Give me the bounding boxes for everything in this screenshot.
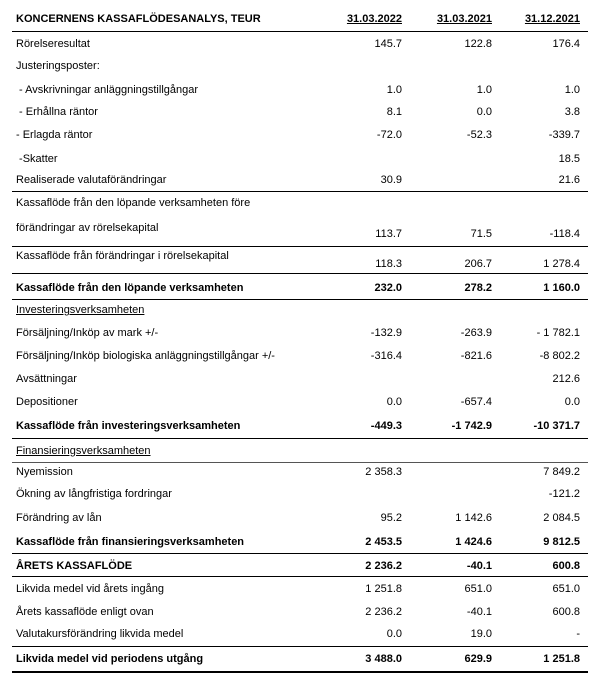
row-value-col-2: 278.2 bbox=[464, 282, 492, 294]
row-value-col-1: 95.2 bbox=[380, 512, 402, 524]
row-value-col-3: -8 802.2 bbox=[539, 350, 580, 362]
row-value-col-3: - bbox=[576, 628, 580, 640]
row-value-col-3: 21.6 bbox=[558, 174, 580, 186]
row-label: - Avskrivningar anläggningstillgångar bbox=[16, 84, 199, 96]
row-value-col-2: 19.0 bbox=[470, 628, 492, 640]
row-label: Avsättningar bbox=[16, 373, 77, 385]
row-divider bbox=[12, 191, 588, 192]
row-value-col-3: -10 371.7 bbox=[533, 420, 580, 432]
row-value-col-1: 113.7 bbox=[375, 228, 402, 240]
row-label: Finansieringsverksamheten bbox=[16, 445, 151, 457]
row-label: Kassaflöde från finansieringsverksamheten bbox=[16, 536, 245, 548]
row-value-col-2: 71.5 bbox=[470, 228, 492, 240]
row-value-col-3: 2 084.5 bbox=[543, 512, 580, 524]
row-value-col-2: -263.9 bbox=[460, 327, 492, 339]
row-label: Valutakursförändring likvida medel bbox=[16, 628, 184, 640]
row-value-col-1: 2 236.2 bbox=[365, 606, 402, 618]
row-value-col-2: 1 424.6 bbox=[455, 536, 492, 548]
row-divider bbox=[12, 273, 588, 274]
row-value-col-1: 0.0 bbox=[386, 396, 402, 408]
row-value-col-2: -40.1 bbox=[466, 560, 492, 572]
row-label: Investeringsverksamheten bbox=[16, 304, 145, 316]
row-label: Rörelseresultat bbox=[16, 38, 90, 50]
row-value-col-1: 1.0 bbox=[386, 84, 402, 96]
row-divider bbox=[12, 671, 588, 673]
row-label: Kassaflöde från förändringar i rörelsekapital bbox=[16, 250, 229, 262]
row-label: Likvida medel vid årets ingång bbox=[16, 583, 164, 595]
row-value-col-2: 206.7 bbox=[464, 258, 492, 270]
row-label: Depositioner bbox=[16, 396, 78, 408]
row-value-col-3: 1 251.8 bbox=[543, 653, 580, 665]
row-value-col-3: 1 160.0 bbox=[543, 282, 580, 294]
row-value-col-3: 3.8 bbox=[564, 106, 580, 118]
row-value-col-3: 212.6 bbox=[552, 373, 580, 385]
row-label: Försäljning/Inköp av mark +/- bbox=[16, 327, 159, 339]
row-value-col-2: -40.1 bbox=[466, 606, 492, 618]
row-label: Kassaflöde från den löpande verksamheten före bbox=[16, 197, 251, 209]
row-value-col-1: -72.0 bbox=[376, 129, 402, 141]
row-value-col-3: 9 812.5 bbox=[543, 536, 580, 548]
row-value-col-1: 2 453.5 bbox=[365, 536, 402, 548]
row-value-col-1: 3 488.0 bbox=[365, 653, 402, 665]
row-value-col-1: 30.9 bbox=[380, 174, 402, 186]
row-label: Försäljning/Inköp biologiska anläggningstillgångar +/- bbox=[16, 350, 275, 362]
row-value-col-3: - 1 782.1 bbox=[536, 327, 580, 339]
row-value-col-1: 2 236.2 bbox=[365, 560, 402, 572]
row-value-col-2: -657.4 bbox=[460, 396, 492, 408]
row-label: Realiserade valutaförändringar bbox=[16, 174, 167, 186]
column-header-q1-2022: 31.03.2022 bbox=[346, 13, 402, 25]
row-value-col-2: -52.3 bbox=[466, 129, 492, 141]
row-value-col-2: 651.0 bbox=[464, 583, 492, 595]
row-label: - Erlagda räntor bbox=[16, 129, 93, 141]
row-value-col-3: 0.0 bbox=[564, 396, 580, 408]
row-divider bbox=[12, 553, 588, 554]
column-header-fy-2021: 31.12.2021 bbox=[524, 13, 580, 25]
row-value-col-1: 232.0 bbox=[374, 282, 402, 294]
row-value-col-1: -449.3 bbox=[370, 420, 402, 432]
row-value-col-2: 1.0 bbox=[476, 84, 492, 96]
row-label: Förändring av lån bbox=[16, 512, 102, 524]
row-value-col-3: 1 278.4 bbox=[543, 258, 580, 270]
row-divider bbox=[12, 246, 588, 247]
row-value-col-3: 176.4 bbox=[552, 38, 580, 50]
column-header-q1-2021: 31.03.2021 bbox=[436, 13, 492, 25]
row-label: Justeringsposter: bbox=[16, 60, 100, 72]
row-label: Likvida medel vid periodens utgång bbox=[16, 653, 204, 665]
row-value-col-3: 7 849.2 bbox=[543, 466, 580, 478]
row-divider bbox=[12, 462, 588, 463]
header-divider bbox=[12, 31, 588, 32]
row-value-col-2: -1 742.9 bbox=[451, 420, 492, 432]
row-value-col-2: 1 142.6 bbox=[455, 512, 492, 524]
statement-title: KONCERNENS KASSAFLÖDESANALYS, TEUR bbox=[16, 13, 261, 25]
row-value-col-2: 122.8 bbox=[464, 38, 492, 50]
row-value-col-3: 18.5 bbox=[558, 153, 580, 165]
row-value-col-1: 0.0 bbox=[386, 628, 402, 640]
row-label: - Erhållna räntor bbox=[16, 106, 98, 118]
row-value-col-1: 145.7 bbox=[374, 38, 402, 50]
row-value-col-1: 118.3 bbox=[375, 258, 402, 270]
row-divider bbox=[12, 438, 588, 439]
row-label: Nyemission bbox=[16, 466, 73, 478]
row-label: Kassaflöde från investeringsverksamheten bbox=[16, 420, 241, 432]
row-divider bbox=[12, 646, 588, 647]
row-label: Ökning av långfristiga fordringar bbox=[16, 488, 172, 500]
row-label: -Skatter bbox=[16, 153, 58, 165]
row-value-col-2: 0.0 bbox=[476, 106, 492, 118]
row-divider bbox=[12, 299, 588, 300]
row-value-col-2: 629.9 bbox=[464, 653, 492, 665]
row-value-col-1: 8.1 bbox=[386, 106, 402, 118]
row-label: förändringar av rörelsekapital bbox=[16, 222, 159, 234]
row-label: Kassaflöde från den löpande verksamheten bbox=[16, 282, 244, 294]
row-value-col-3: 600.8 bbox=[552, 606, 580, 618]
row-value-col-1: -316.4 bbox=[370, 350, 402, 362]
row-value-col-3: 651.0 bbox=[552, 583, 580, 595]
row-value-col-2: -821.6 bbox=[460, 350, 492, 362]
row-value-col-3: 600.8 bbox=[552, 560, 580, 572]
row-value-col-3: -118.4 bbox=[549, 228, 580, 240]
row-divider bbox=[12, 576, 588, 577]
row-label: Årets kassaflöde enligt ovan bbox=[16, 606, 154, 618]
row-value-col-1: 1 251.8 bbox=[365, 583, 402, 595]
row-value-col-3: -339.7 bbox=[548, 129, 580, 141]
row-value-col-3: -121.2 bbox=[548, 488, 580, 500]
row-value-col-1: 2 358.3 bbox=[365, 466, 402, 478]
row-value-col-3: 1.0 bbox=[564, 84, 580, 96]
row-value-col-1: -132.9 bbox=[370, 327, 402, 339]
row-label: ÅRETS KASSAFLÖDE bbox=[16, 560, 133, 572]
